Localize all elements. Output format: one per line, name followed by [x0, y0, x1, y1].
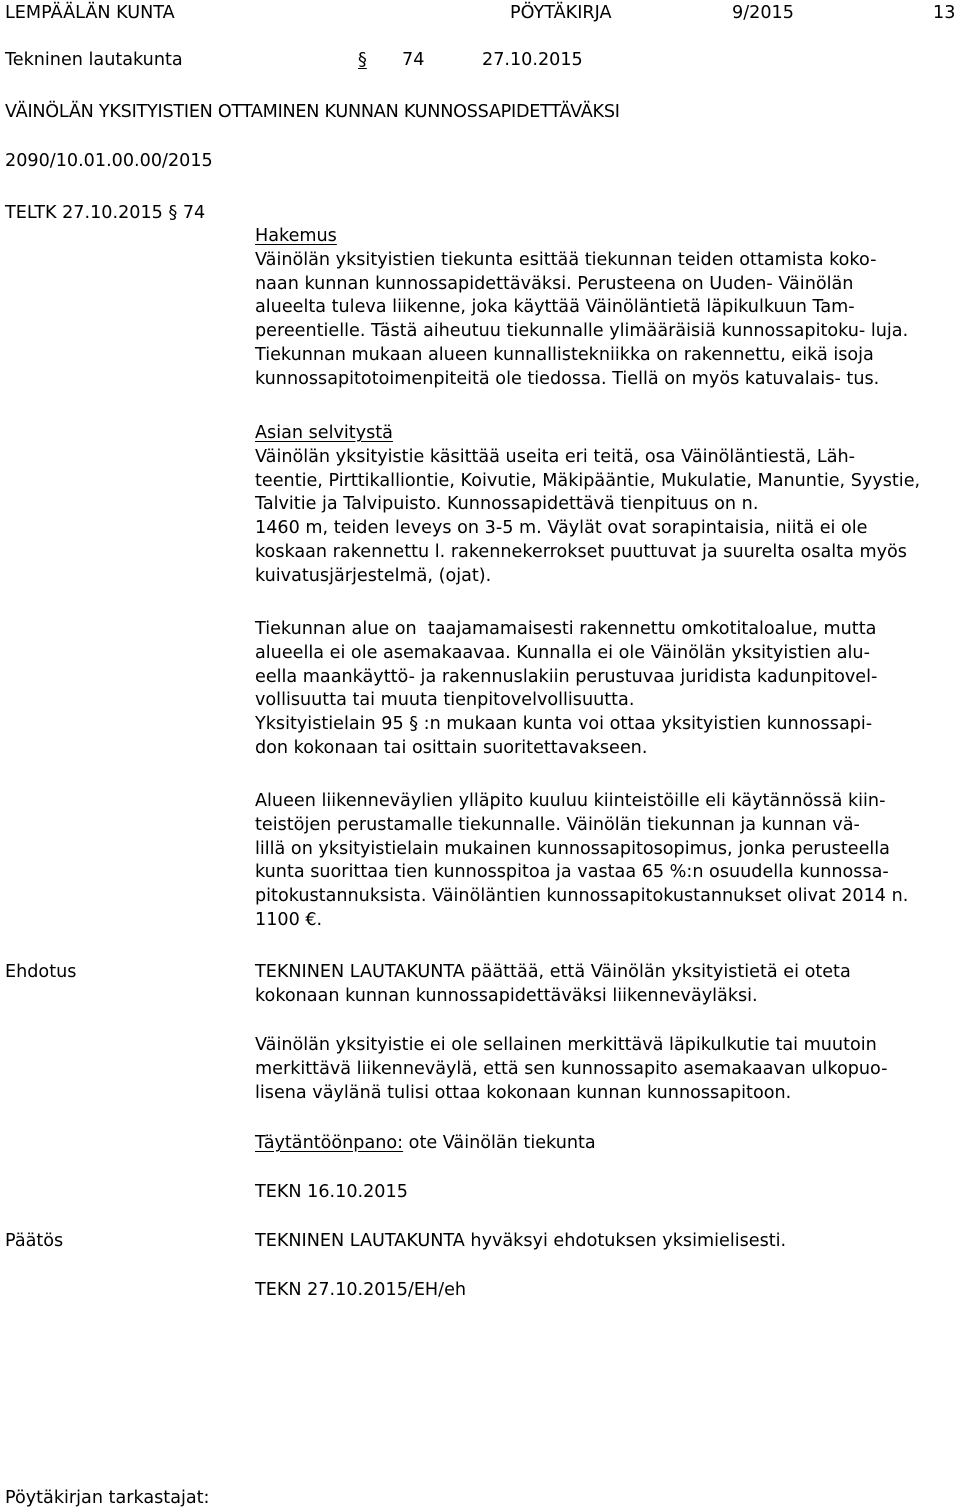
selvitys-line: koskaan rakennettu l. rakennekerrokset puuttuvat ja suurelta osalta myös	[255, 541, 907, 562]
taytantoonpano-label: Täytäntöönpano:	[255, 1133, 404, 1153]
paatos-text	[255, 1230, 955, 1254]
hakemus-line: naan kunnan kunnossapidettäväksi. Perusteena on Uuden- Väinölän	[255, 273, 854, 294]
selvitys-line: don kokonaan tai osittain suoritettavakseen.	[255, 737, 648, 758]
hakemus-line: pereentielle. Tästä aiheutuu tiekunnalle ylimääräisiä kunnossapitoku- luja.	[255, 321, 909, 342]
selvitys-line: Tiekunnan alue on taajamamaisesti rakennettu omkotitaloalue, mutta	[255, 619, 877, 639]
meeting-reference: TELTK 27.10.2015 § 74	[5, 203, 206, 223]
selvitys-line: eella maankäyttö- ja rakennuslakiin perustuvaa juridista kadunpitovel-	[255, 666, 878, 687]
hakemus-line: Tiekunnan mukaan alueen kunnallistekniikka on rakennettu, eikä isoja	[255, 344, 874, 365]
selvitys-line: 1100 €.	[255, 909, 323, 930]
paatos-line: TEKNINEN LAUTAKUNTA hyväksyi ehdotuksen yksimielisesti.	[255, 1231, 787, 1251]
document-number: 9/2015	[732, 3, 794, 23]
page-number: 13	[933, 3, 956, 23]
taytantoonpano	[255, 1132, 955, 1156]
selvitys-heading: Asian selvitystä	[255, 423, 393, 443]
selvitys-line: lillä on yksityistielain mukainen kunnossapitosopimus, jonka perusteella	[255, 838, 890, 859]
ehdotus-label: Ehdotus	[5, 962, 77, 982]
meeting-date: 27.10.2015	[482, 50, 583, 70]
paatos-label: Päätös	[5, 1231, 64, 1251]
board-name: Tekninen lautakunta	[5, 50, 183, 70]
ehdotus-line: merkittävä liikenneväylä, että sen kunnossapito asemakaavan ulkopuo-	[255, 1058, 888, 1079]
selvitys-line: kunta suorittaa tien kunnosspitoa ja vastaa 65 %:n osuudella kunnossa-	[255, 862, 889, 883]
selvitys-line: teistöjen perustamalle tiekunnalle. Väinölän tiekunnan ja kunnan vä-	[255, 814, 860, 835]
selvitys-line: vollisuutta tai muuta tienpitovelvollisuutta.	[255, 690, 635, 711]
ehdotus-signature-text: TEKN 16.10.2015	[255, 1182, 408, 1202]
selvitys-paragraph-2	[255, 618, 955, 761]
section-number: 74	[402, 50, 425, 70]
document-type: PÖYTÄKIRJA	[510, 3, 612, 23]
ehdotus-line: TEKNINEN LAUTAKUNTA päättää, että Väinölän yksityistietä ei oteta	[255, 962, 851, 982]
selvitys-line: 1460 m, teiden leveys on 3-5 m. Väylät ovat sorapintaisia, niitä ei ole	[255, 518, 868, 539]
selvitys-paragraph-3	[255, 790, 955, 933]
selvitys-line: Väinölän yksityistie käsittää useita eri teitä, osa Väinöläntiestä, Läh-	[255, 446, 855, 467]
hakemus-section	[255, 225, 955, 392]
paatos-signature-text: TEKN 27.10.2015/EH/eh	[255, 1280, 467, 1300]
ehdotus-signature	[255, 1181, 955, 1205]
selvitys-line: Talvitie ja Talvipuisto. Kunnossapidettävä tienpituus on n.	[255, 494, 759, 515]
ehdotus-paragraph-2	[255, 1034, 955, 1105]
section-mark	[358, 49, 367, 73]
hakemus-heading: Hakemus	[255, 226, 337, 246]
record-id: 2090/10.01.00.00/2015	[5, 151, 213, 171]
hakemus-line: Väinölän yksityistien tiekunta esittää tiekunnan teiden ottamista koko-	[255, 249, 877, 270]
selvitys-section	[255, 422, 955, 589]
municipality-name: LEMPÄÄLÄN KUNTA	[5, 3, 175, 23]
taytantoonpano-value: ote Väinölän tiekunta	[403, 1133, 596, 1153]
selvitys-line: alueella ei ole asemakaavaa. Kunnalla ei ole Väinölän yksityistien alu-	[255, 642, 870, 663]
tarkastajat-label: Pöytäkirjan tarkastajat:	[5, 1488, 210, 1508]
paatos-signature	[255, 1279, 955, 1303]
matter-title: VÄINÖLÄN YKSITYISTIEN OTTAMINEN KUNNAN KUNNOSSAPIDETTÄVÄKSI	[5, 102, 620, 122]
selvitys-line: teentie, Pirttikalliontie, Koivutie, Mäkipääntie, Mukulatie, Manuntie, Syystie,	[255, 470, 921, 491]
hakemus-line: alueelta tuleva liikenne, joka käyttää Väinöläntietä läpikulkuun Tam-	[255, 297, 855, 318]
ehdotus-line: Väinölän yksityistie ei ole sellainen merkittävä läpikulkutie tai muutoin	[255, 1035, 877, 1055]
section-symbol: §	[358, 50, 367, 70]
selvitys-line: Yksityistielain 95 § :n mukaan kunta voi ottaa yksityistien kunnossapi-	[255, 714, 873, 735]
selvitys-line: Alueen liikenneväylien ylläpito kuuluu kiinteistöille eli käytännössä kiin-	[255, 791, 886, 811]
ehdotus-paragraph-1	[255, 961, 955, 1009]
hakemus-line: kunnossapitotoimenpiteitä ole tiedossa. Tiellä on myös katuvalais- tus.	[255, 368, 880, 389]
selvitys-line: pitokustannuksista. Väinöläntien kunnossapitokustannukset olivat 2014 n.	[255, 886, 909, 907]
ehdotus-line: lisena väylänä tulisi ottaa kokonaan kunnan kunnossapitoon.	[255, 1082, 792, 1103]
selvitys-line: kuivatusjärjestelmä, (ojat).	[255, 565, 492, 586]
ehdotus-line: kokonaan kunnan kunnossapidettäväksi liikenneväyläksi.	[255, 985, 758, 1006]
